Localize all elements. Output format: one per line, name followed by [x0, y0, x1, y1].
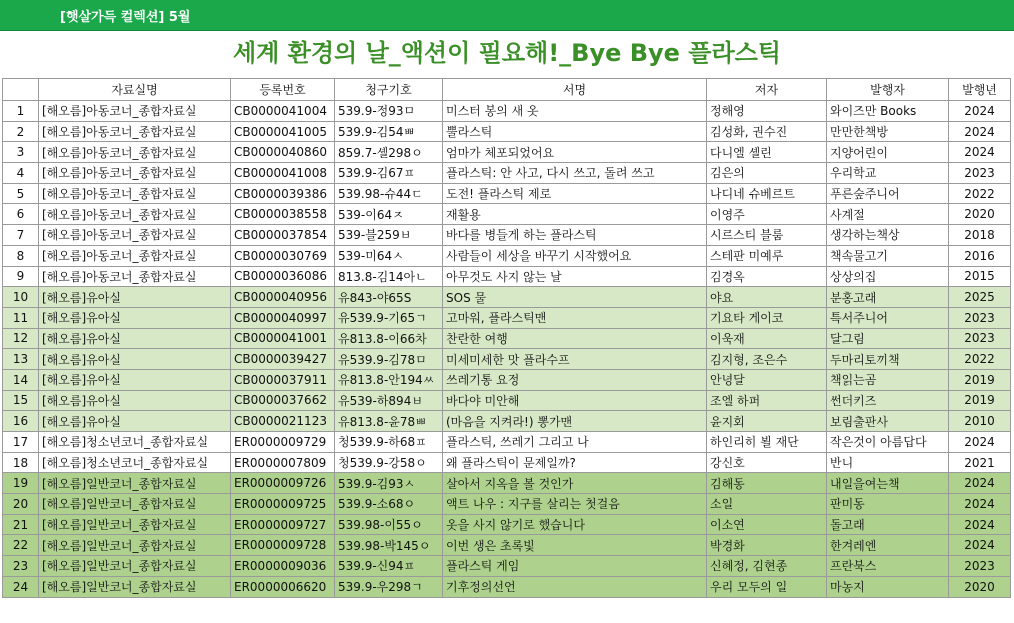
cell-author: 하인리히 뵐 재단: [707, 432, 827, 453]
cell-row-number: 17: [3, 432, 39, 453]
column-header-book-title: 서명: [443, 79, 707, 101]
cell-call-number: 813.8-김14아ㄴ: [335, 266, 443, 287]
cell-author: 박경화: [707, 535, 827, 556]
cell-registration-number: CB0000037854: [231, 225, 335, 246]
cell-row-number: 14: [3, 369, 39, 390]
cell-publisher: 돌고래: [827, 514, 949, 535]
cell-book-title: 사람들이 세상을 바꾸기 시작했어요: [443, 245, 707, 266]
cell-book-title: 살아서 지옥을 볼 것인가: [443, 473, 707, 494]
cell-library-room: [해오름]유아실: [39, 307, 231, 328]
cell-publisher: 달그림: [827, 328, 949, 349]
cell-registration-number: CB0000040997: [231, 307, 335, 328]
column-header-row-number: [3, 79, 39, 101]
table-row: [3, 163, 1011, 184]
cell-book-title: 쓰레기통 요정: [443, 369, 707, 390]
table-row: [3, 411, 1011, 432]
cell-publisher: 보림출판사: [827, 411, 949, 432]
cell-book-title: (마음을 지켜라!) 뽕가맨: [443, 411, 707, 432]
cell-publisher: 썬더키즈: [827, 390, 949, 411]
cell-publish-year: 2020: [949, 576, 1011, 597]
cell-publish-year: 2018: [949, 225, 1011, 246]
cell-call-number: 539.98-이55ㅇ: [335, 514, 443, 535]
cell-publisher: 반니: [827, 452, 949, 473]
cell-publish-year: 2024: [949, 142, 1011, 163]
cell-call-number: 유813.8-안194ㅆ: [335, 369, 443, 390]
cell-publish-year: 2024: [949, 121, 1011, 142]
cell-author: 기요타 게이코: [707, 307, 827, 328]
column-header-call-number: 청구기호: [335, 79, 443, 101]
cell-author: 시르스티 블룸: [707, 225, 827, 246]
cell-library-room: [해오름]유아실: [39, 369, 231, 390]
cell-publisher: 내일을여는책: [827, 473, 949, 494]
cell-library-room: [해오름]아동코너_종합자료실: [39, 266, 231, 287]
cell-call-number: 539.98-박145ㅇ: [335, 535, 443, 556]
cell-book-title: 플라스틱, 쓰레기 그리고 나: [443, 432, 707, 453]
column-header-author: 저자: [707, 79, 827, 101]
cell-publisher: 푸른숲주니어: [827, 183, 949, 204]
cell-publish-year: 2025: [949, 287, 1011, 308]
cell-row-number: 23: [3, 556, 39, 577]
cell-call-number: 유539.9-김78ㅁ: [335, 349, 443, 370]
cell-registration-number: ER0000007809: [231, 452, 335, 473]
book-list-table: [2, 78, 1011, 598]
cell-author: 다니엘 셸린: [707, 142, 827, 163]
cell-publish-year: 2010: [949, 411, 1011, 432]
cell-registration-number: CB0000021123: [231, 411, 335, 432]
cell-book-title: 찬란한 여행: [443, 328, 707, 349]
column-header-library-room: 자료실명: [39, 79, 231, 101]
cell-library-room: [해오름]아동코너_종합자료실: [39, 225, 231, 246]
cell-registration-number: CB0000040860: [231, 142, 335, 163]
cell-library-room: [해오름]일반코너_종합자료실: [39, 494, 231, 515]
cell-book-title: 이번 생은 초록빛: [443, 535, 707, 556]
cell-book-title: 뿔라스틱: [443, 121, 707, 142]
cell-book-title: 왜 플라스틱이 문제일까?: [443, 452, 707, 473]
cell-call-number: 청539.9-강58ㅇ: [335, 452, 443, 473]
cell-row-number: 6: [3, 204, 39, 225]
table-row: [3, 266, 1011, 287]
cell-author: 스테판 미예루: [707, 245, 827, 266]
cell-call-number: 539-미64ㅅ: [335, 245, 443, 266]
cell-publish-year: 2024: [949, 432, 1011, 453]
cell-registration-number: CB0000037911: [231, 369, 335, 390]
cell-publisher: 우리학교: [827, 163, 949, 184]
cell-call-number: 유813.8-이66차: [335, 328, 443, 349]
cell-row-number: 5: [3, 183, 39, 204]
cell-library-room: [해오름]일반코너_종합자료실: [39, 514, 231, 535]
cell-publisher: 작은것이 아름답다: [827, 432, 949, 453]
cell-call-number: 청539.9-하68ㅍ: [335, 432, 443, 453]
cell-library-room: [해오름]아동코너_종합자료실: [39, 245, 231, 266]
cell-library-room: [해오름]아동코너_종합자료실: [39, 101, 231, 122]
table-row: [3, 390, 1011, 411]
table-row: [3, 556, 1011, 577]
cell-author: 강신호: [707, 452, 827, 473]
cell-publish-year: 2022: [949, 183, 1011, 204]
cell-book-title: 엄마가 체포되었어요: [443, 142, 707, 163]
cell-publish-year: 2021: [949, 452, 1011, 473]
cell-library-room: [해오름]일반코너_종합자료실: [39, 576, 231, 597]
cell-registration-number: ER0000009726: [231, 473, 335, 494]
cell-book-title: 미스터 봉의 새 옷: [443, 101, 707, 122]
table-row: [3, 121, 1011, 142]
collection-label: [햇살가득 컬렉션] 5월: [60, 10, 191, 25]
cell-library-room: [해오름]아동코너_종합자료실: [39, 204, 231, 225]
cell-author: 이영주: [707, 204, 827, 225]
cell-registration-number: ER0000009729: [231, 432, 335, 453]
cell-publish-year: 2024: [949, 101, 1011, 122]
cell-publish-year: 2024: [949, 535, 1011, 556]
cell-publisher: 두마리토끼책: [827, 349, 949, 370]
cell-row-number: 12: [3, 328, 39, 349]
cell-book-title: 액트 나우 : 지구를 살리는 첫걸음: [443, 494, 707, 515]
cell-row-number: 10: [3, 287, 39, 308]
cell-publish-year: 2022: [949, 349, 1011, 370]
cell-author: 안녕달: [707, 369, 827, 390]
cell-book-title: SOS 물: [443, 287, 707, 308]
cell-book-title: 기후정의선언: [443, 576, 707, 597]
table-row: [3, 535, 1011, 556]
cell-row-number: 20: [3, 494, 39, 515]
cell-library-room: [해오름]일반코너_종합자료실: [39, 535, 231, 556]
table-row: [3, 576, 1011, 597]
cell-row-number: 7: [3, 225, 39, 246]
cell-call-number: 539.98-슈44ㄷ: [335, 183, 443, 204]
table-row: [3, 328, 1011, 349]
cell-library-room: [해오름]유아실: [39, 411, 231, 432]
cell-row-number: 22: [3, 535, 39, 556]
cell-row-number: 8: [3, 245, 39, 266]
column-header-registration-number: 등록번호: [231, 79, 335, 101]
cell-row-number: 18: [3, 452, 39, 473]
cell-registration-number: ER0000009036: [231, 556, 335, 577]
cell-publish-year: 2016: [949, 245, 1011, 266]
table-row: [3, 225, 1011, 246]
cell-book-title: 옷을 사지 않기로 했습니다: [443, 514, 707, 535]
cell-publisher: 생각하는책상: [827, 225, 949, 246]
table-row: [3, 514, 1011, 535]
collection-banner: [0, 0, 1014, 31]
cell-book-title: 재활용: [443, 204, 707, 225]
cell-author: 정해영: [707, 101, 827, 122]
cell-library-room: [해오름]일반코너_종합자료실: [39, 473, 231, 494]
cell-registration-number: CB0000038558: [231, 204, 335, 225]
cell-registration-number: ER0000006620: [231, 576, 335, 597]
cell-author: 이소연: [707, 514, 827, 535]
table-row: [3, 204, 1011, 225]
cell-registration-number: ER0000009725: [231, 494, 335, 515]
cell-publisher: 책읽는곰: [827, 369, 949, 390]
table-header-row: [3, 79, 1011, 101]
cell-book-title: 바다를 병들게 하는 플라스틱: [443, 225, 707, 246]
cell-publisher: 사계절: [827, 204, 949, 225]
cell-call-number: 539.9-소68ㅇ: [335, 494, 443, 515]
cell-publisher: 특서주니어: [827, 307, 949, 328]
cell-row-number: 1: [3, 101, 39, 122]
table-row: [3, 142, 1011, 163]
cell-row-number: 13: [3, 349, 39, 370]
cell-publisher: 한겨레엔: [827, 535, 949, 556]
cell-registration-number: CB0000037662: [231, 390, 335, 411]
cell-publish-year: 2024: [949, 473, 1011, 494]
cell-call-number: 539.9-김93ㅅ: [335, 473, 443, 494]
cell-row-number: 9: [3, 266, 39, 287]
cell-call-number: 유539.9-기65ㄱ: [335, 307, 443, 328]
cell-library-room: [해오름]유아실: [39, 349, 231, 370]
cell-registration-number: CB0000041001: [231, 328, 335, 349]
cell-author: 김은의: [707, 163, 827, 184]
cell-publish-year: 2019: [949, 369, 1011, 390]
cell-publisher: 분홍고래: [827, 287, 949, 308]
cell-publisher: 상상의집: [827, 266, 949, 287]
cell-publish-year: 2019: [949, 390, 1011, 411]
cell-author: 소일: [707, 494, 827, 515]
cell-author: 조엘 하퍼: [707, 390, 827, 411]
cell-author: 이욱재: [707, 328, 827, 349]
cell-library-room: [해오름]유아실: [39, 287, 231, 308]
column-header-publisher: 발행자: [827, 79, 949, 101]
cell-publish-year: 2024: [949, 514, 1011, 535]
cell-publish-year: 2023: [949, 307, 1011, 328]
cell-registration-number: CB0000030769: [231, 245, 335, 266]
table-row: [3, 287, 1011, 308]
cell-author: 야요: [707, 287, 827, 308]
table-row: [3, 494, 1011, 515]
cell-book-title: 바다야 미안해: [443, 390, 707, 411]
cell-publisher: 책속물고기: [827, 245, 949, 266]
cell-publisher: 판미동: [827, 494, 949, 515]
cell-row-number: 2: [3, 121, 39, 142]
cell-call-number: 539.9-김67ㅍ: [335, 163, 443, 184]
cell-publisher: 지양어린이: [827, 142, 949, 163]
cell-publisher: 마농지: [827, 576, 949, 597]
cell-author: 김해동: [707, 473, 827, 494]
cell-library-room: [해오름]아동코너_종합자료실: [39, 163, 231, 184]
cell-call-number: 539.9-신94ㅍ: [335, 556, 443, 577]
table-row: [3, 432, 1011, 453]
cell-row-number: 3: [3, 142, 39, 163]
cell-author: 나디네 슈베르트: [707, 183, 827, 204]
cell-publisher: 와이즈만 Books: [827, 101, 949, 122]
cell-row-number: 21: [3, 514, 39, 535]
cell-call-number: 유813.8-윤78ㅃ: [335, 411, 443, 432]
cell-book-title: 아무것도 사지 않는 날: [443, 266, 707, 287]
cell-publisher: 프란북스: [827, 556, 949, 577]
cell-registration-number: ER0000009727: [231, 514, 335, 535]
cell-book-title: 고마워, 플라스틱맨: [443, 307, 707, 328]
cell-call-number: 539-이64ㅈ: [335, 204, 443, 225]
cell-author: 윤지회: [707, 411, 827, 432]
cell-author: 우리 모두의 일: [707, 576, 827, 597]
cell-call-number: 유539-하894ㅂ: [335, 390, 443, 411]
cell-registration-number: CB0000039427: [231, 349, 335, 370]
cell-call-number: 539.9-정93ㅁ: [335, 101, 443, 122]
column-header-publish-year: 발행년: [949, 79, 1011, 101]
table-row: [3, 349, 1011, 370]
cell-author: 김지형, 조은수: [707, 349, 827, 370]
cell-publish-year: 2024: [949, 494, 1011, 515]
cell-registration-number: CB0000040956: [231, 287, 335, 308]
cell-author: 김경옥: [707, 266, 827, 287]
cell-call-number: 539-블259ㅂ: [335, 225, 443, 246]
cell-registration-number: CB0000041008: [231, 163, 335, 184]
cell-library-room: [해오름]청소년코너_종합자료실: [39, 432, 231, 453]
table-row: [3, 245, 1011, 266]
cell-registration-number: CB0000041005: [231, 121, 335, 142]
cell-registration-number: CB0000036086: [231, 266, 335, 287]
cell-row-number: 16: [3, 411, 39, 432]
cell-publish-year: 2023: [949, 556, 1011, 577]
cell-call-number: 539.9-우298ㄱ: [335, 576, 443, 597]
table-row: [3, 101, 1011, 122]
cell-publish-year: 2023: [949, 163, 1011, 184]
cell-row-number: 15: [3, 390, 39, 411]
cell-book-title: 플라스틱: 안 사고, 다시 쓰고, 돌려 쓰고: [443, 163, 707, 184]
cell-publish-year: 2023: [949, 328, 1011, 349]
cell-author: 신혜정, 김현종: [707, 556, 827, 577]
cell-library-room: [해오름]아동코너_종합자료실: [39, 183, 231, 204]
table-row: [3, 369, 1011, 390]
cell-publish-year: 2015: [949, 266, 1011, 287]
cell-book-title: 미세미세한 맛 플라수프: [443, 349, 707, 370]
table-row: [3, 452, 1011, 473]
table-body: [3, 101, 1011, 598]
cell-registration-number: CB0000039386: [231, 183, 335, 204]
cell-book-title: 플라스틱 게임: [443, 556, 707, 577]
cell-author: 김성화, 권수진: [707, 121, 827, 142]
cell-call-number: 유843-야65S: [335, 287, 443, 308]
cell-library-room: [해오름]일반코너_종합자료실: [39, 556, 231, 577]
table-row: [3, 183, 1011, 204]
table-row: [3, 473, 1011, 494]
cell-row-number: 11: [3, 307, 39, 328]
cell-library-room: [해오름]유아실: [39, 390, 231, 411]
page-title: 세계 환경의 날_액션이 필요해!_Bye Bye 플라스틱: [232, 39, 782, 67]
cell-library-room: [해오름]청소년코너_종합자료실: [39, 452, 231, 473]
cell-call-number: 859.7-셸298ㅇ: [335, 142, 443, 163]
cell-book-title: 도전! 플라스틱 제로: [443, 183, 707, 204]
cell-library-room: [해오름]아동코너_종합자료실: [39, 142, 231, 163]
cell-call-number: 539.9-김54ㅃ: [335, 121, 443, 142]
cell-registration-number: ER0000009728: [231, 535, 335, 556]
cell-library-room: [해오름]유아실: [39, 328, 231, 349]
cell-row-number: 24: [3, 576, 39, 597]
cell-publish-year: 2020: [949, 204, 1011, 225]
cell-row-number: 19: [3, 473, 39, 494]
cell-library-room: [해오름]아동코너_종합자료실: [39, 121, 231, 142]
cell-row-number: 4: [3, 163, 39, 184]
table-row: [3, 307, 1011, 328]
cell-registration-number: CB0000041004: [231, 101, 335, 122]
cell-publisher: 만만한책방: [827, 121, 949, 142]
